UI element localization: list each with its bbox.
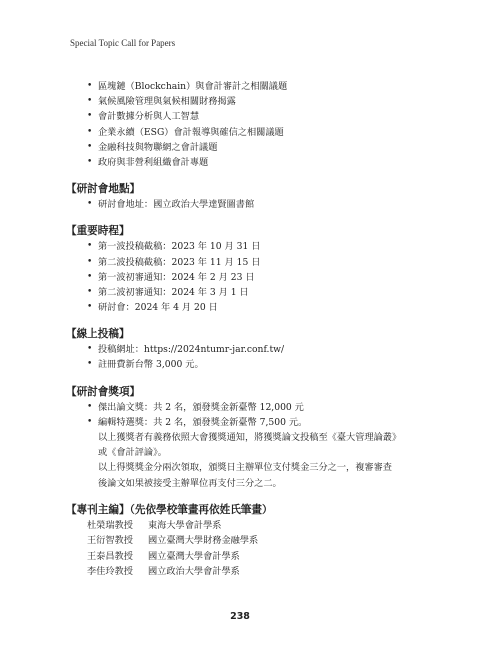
list-item: • 研討會：2024 年 4 月 20 日 <box>66 300 426 315</box>
submission-url-text: 投稿網址：https://2024ntumr-jar.conf.tw/ <box>98 344 285 356</box>
document-body <box>66 79 426 579</box>
editor-name: 李佳玲教授 <box>87 565 133 577</box>
bullet-icon: • <box>87 344 93 355</box>
list-item: • 第二波初審通知：2024 年 3 月 1 日 <box>66 285 426 300</box>
awards-paragraph-line: 後論文如果被接受主辦單位再支付三分之二。 <box>98 477 282 489</box>
list-item: • 第一波初審通知：2024 年 2 月 23 日 <box>66 270 426 285</box>
bullet-icon: • <box>87 156 93 167</box>
list-item: • 會計數據分析與人工智慧 <box>66 109 426 124</box>
schedule-heading: 【重要時程】 <box>66 225 130 238</box>
editor-name: 王泰昌教授 <box>87 550 133 562</box>
bullet-icon: • <box>87 111 93 122</box>
list-item: • 註冊費新台幣 3,000 元。 <box>66 357 426 372</box>
bullet-icon: • <box>87 96 93 107</box>
editors-heading: 【專刊主編】（先依學校筆畫再依姓氏筆畫） <box>66 503 273 516</box>
editor-affiliation: 東海大學會計學系 <box>148 519 222 531</box>
bullet-icon: • <box>87 199 93 210</box>
bullet-icon: • <box>87 81 93 91</box>
awards-heading: 【研討會獎項】 <box>66 385 141 398</box>
bullet-icon: • <box>87 126 93 137</box>
bullet-icon: • <box>87 401 93 412</box>
list-item: • 研討會地址：國立政治大學達賢圖書館 <box>66 197 426 212</box>
editor-row <box>66 518 426 533</box>
bullet-icon: • <box>87 271 93 282</box>
submission-list <box>66 342 426 372</box>
bullet-icon: • <box>87 359 93 370</box>
schedule-list <box>66 239 426 315</box>
bullet-icon: • <box>87 302 93 313</box>
list-item: • 編輯特選獎：共 2 名，頒發獎金新臺幣 7,500 元。 <box>66 415 426 430</box>
awards-paragraph-line: 或《會計評論》。 <box>98 447 167 459</box>
list-item: • 政府與非營利組織會計專題 <box>66 155 426 170</box>
topics-list <box>66 79 426 170</box>
bullet-icon: • <box>87 286 93 297</box>
awards-paragraph-line: 以上獲獎者有義務依照大會獲獎通知，將獲獎論文投稿至《臺大管理論叢》 <box>98 432 402 443</box>
list-item: • 企業永續（ESG）會計報導與確信之相關議題 <box>66 125 426 140</box>
editor-affiliation: 國立臺灣大學會計學系 <box>148 550 240 562</box>
editor-row <box>66 564 426 579</box>
awards-list <box>66 400 426 430</box>
editor-row <box>66 549 426 564</box>
list-item: • 金融科技與物聯網之會計議題 <box>66 140 426 155</box>
venue-list <box>66 197 426 212</box>
editor-affiliation: 國立臺灣大學財務金融學系 <box>148 535 259 547</box>
list-item: • 第一波投稿截稿：2023 年 10 月 31 日 <box>66 239 426 254</box>
editor-row <box>66 533 426 548</box>
awards-paragraph-line: 以上得獎獎金分兩次領取，頒獎日主辦單位支付獎金三分之一，複審審查 <box>98 462 392 474</box>
bullet-icon: • <box>87 416 93 427</box>
editor-name: 杜榮瑞教授 <box>87 519 133 531</box>
bullet-icon: • <box>87 141 93 152</box>
editor-name: 王衍智教授 <box>87 535 133 547</box>
list-item <box>66 342 426 357</box>
list-item: • 傑出論文獎：共 2 名，頒發獎金新臺幣 12,000 元 <box>66 400 426 415</box>
editor-affiliation: 國立政治大學會計學系 <box>148 565 240 577</box>
submission-heading: 【線上投稿】 <box>66 328 130 341</box>
bullet-icon: • <box>87 256 93 267</box>
venue-heading: 【研討會地點】 <box>66 183 141 196</box>
bullet-icon: • <box>87 241 93 252</box>
list-item: • 氣候風險管理與氣候相關財務揭露 <box>66 94 426 109</box>
list-item: • 區塊鏈（Blockchain）與會計審計之相關議題 <box>66 79 426 94</box>
list-item: • 第二波投稿截稿：2023 年 11 月 15 日 <box>66 255 426 270</box>
page-number: 238 <box>230 611 250 622</box>
running-header: Special Topic Call for Papers <box>70 38 176 48</box>
